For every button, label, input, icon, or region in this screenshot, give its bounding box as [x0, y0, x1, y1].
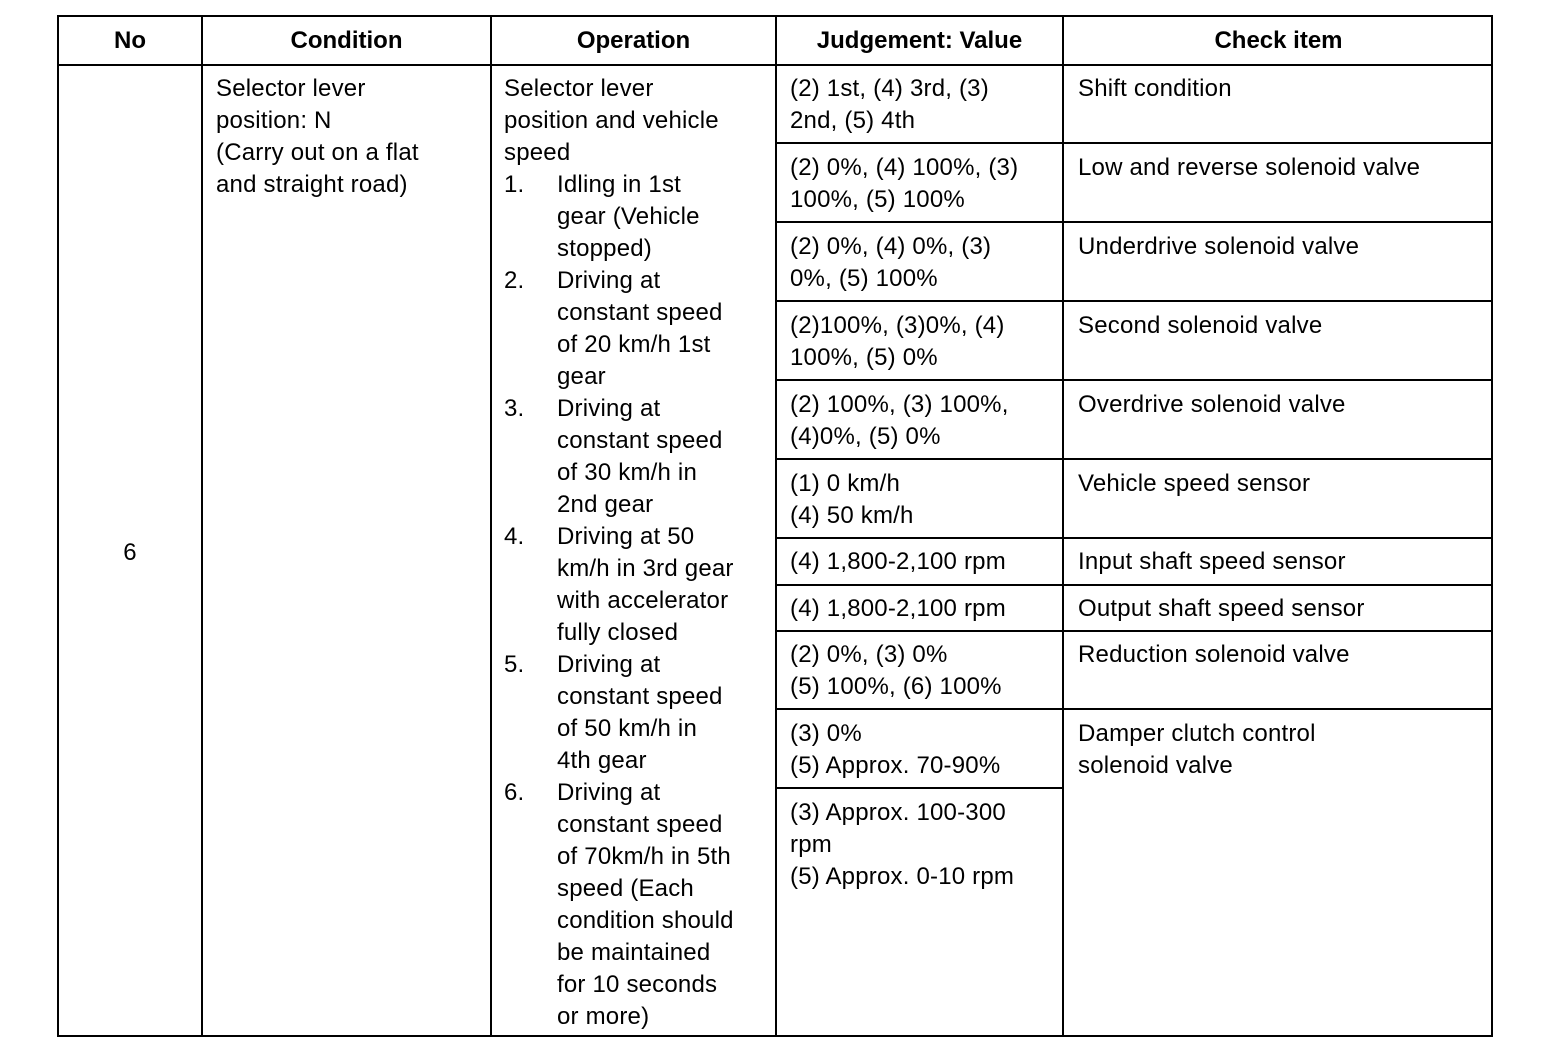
step-line: fully closed: [557, 619, 679, 646]
judgement-line: (4) 1,800-2,100 rpm: [790, 595, 1006, 622]
step-line: gear (Vehicle: [557, 203, 700, 230]
check-item-cell: [1078, 231, 1488, 263]
check-item-cell: [1078, 468, 1488, 500]
judgement-cell: [790, 797, 1060, 893]
condition-cell: [216, 73, 486, 201]
step-line: constant speed: [557, 811, 723, 838]
operation-intro-line: position and vehicle: [504, 107, 719, 134]
judgement-line: rpm: [790, 831, 832, 858]
judgement-cell: [790, 718, 1060, 782]
check-item-line: Input shaft speed sensor: [1078, 548, 1346, 575]
row-divider: [776, 537, 1491, 539]
condition-line: Selector lever: [216, 75, 366, 102]
judgement-line: (3) 0%: [790, 720, 862, 747]
operation-cell: [504, 73, 772, 1033]
judgement-line: (2) 1st, (4) 3rd, (3): [790, 75, 989, 102]
check-item-cell: [1078, 152, 1488, 184]
judgement-line: (5) 100%, (6) 100%: [790, 673, 1002, 700]
header-operation: Operation: [576, 27, 691, 54]
step-line: condition should: [557, 907, 734, 934]
judgement-cell: [790, 73, 1060, 137]
condition-line: and straight road): [216, 171, 408, 198]
row-divider: [776, 458, 1491, 460]
judgement-line: (4) 1,800-2,100 rpm: [790, 548, 1006, 575]
header-no: No: [114, 27, 146, 54]
step-line: km/h in 3rd gear: [557, 555, 734, 582]
step-number: 6.: [504, 779, 525, 806]
operation-intro-line: Selector lever: [504, 75, 654, 102]
check-item-line: Vehicle speed sensor: [1078, 470, 1311, 497]
step-line: for 10 seconds: [557, 971, 718, 998]
operation-step: [504, 393, 772, 521]
step-line: speed (Each: [557, 875, 694, 902]
operation-step: [504, 521, 772, 649]
header-judgement: Judgement: Value: [816, 27, 1023, 54]
step-line: Driving at: [557, 651, 661, 678]
row-number: 6: [123, 539, 137, 566]
diagnosis-table: [57, 15, 1493, 1037]
check-item-line: Shift condition: [1078, 75, 1232, 102]
step-line: be maintained: [557, 939, 711, 966]
step-line: 4th gear: [557, 747, 647, 774]
header-condition: Condition: [290, 27, 403, 54]
judgement-line: 2nd, (5) 4th: [790, 107, 916, 134]
row-divider: [776, 630, 1491, 632]
step-line: 2nd gear: [557, 491, 654, 518]
judgement-line: (2) 0%, (4) 0%, (3): [790, 233, 992, 260]
judgement-line: 100%, (5) 100%: [790, 186, 965, 213]
row-divider: [776, 379, 1491, 381]
operation-intro-line: speed: [504, 139, 571, 166]
check-item-cell: [1078, 593, 1488, 625]
judgement-cell: [790, 231, 1060, 295]
step-line: constant speed: [557, 299, 723, 326]
judgement-line: (4) 50 km/h: [790, 502, 914, 529]
judgement-cell: [790, 593, 1060, 625]
operation-step: [504, 265, 772, 393]
judgement-line: (4)0%, (5) 0%: [790, 423, 941, 450]
check-item-line: Damper clutch control: [1078, 720, 1316, 747]
judgement-cell: [790, 546, 1060, 578]
step-line: or more): [557, 1003, 650, 1030]
judgement-line: (3) Approx. 100-300: [790, 799, 1006, 826]
step-number: 1.: [504, 171, 525, 198]
step-line: of 70km/h in 5th: [557, 843, 731, 870]
step-line: Driving at 50: [557, 523, 695, 550]
check-item-cell: [1078, 546, 1488, 578]
step-line: with accelerator: [557, 587, 729, 614]
header-check-item: Check item: [1214, 27, 1343, 54]
judgement-line: (1) 0 km/h: [790, 470, 901, 497]
step-line: Driving at: [557, 779, 661, 806]
step-line: Idling in 1st: [557, 171, 682, 198]
check-item-cell: [1078, 310, 1488, 342]
judgement-line: 100%, (5) 0%: [790, 344, 938, 371]
column-divider: [1062, 17, 1064, 1035]
step-number: 4.: [504, 523, 525, 550]
step-line: constant speed: [557, 427, 723, 454]
row-divider: [776, 221, 1491, 223]
judgement-line: (5) Approx. 0-10 rpm: [790, 863, 1015, 890]
judgement-cell: [790, 468, 1060, 532]
column-divider: [201, 17, 203, 1035]
row-divider: [776, 584, 1491, 586]
judgement-line: (2) 100%, (3) 100%,: [790, 391, 1009, 418]
step-number: 5.: [504, 651, 525, 678]
check-item-line: Low and reverse solenoid valve: [1078, 154, 1421, 181]
judgement-cell: [790, 389, 1060, 453]
step-line: of 30 km/h in: [557, 459, 698, 486]
column-divider: [775, 17, 777, 1035]
check-item-cell: [1078, 389, 1488, 421]
operation-step: [504, 777, 772, 1033]
check-item-line: Underdrive solenoid valve: [1078, 233, 1360, 260]
judgement-line: (2) 0%, (4) 100%, (3): [790, 154, 1019, 181]
check-item-cell: [1078, 718, 1488, 782]
judgement-line: (2)100%, (3)0%, (4): [790, 312, 1005, 339]
judgement-cell: [790, 310, 1060, 374]
column-divider: [490, 17, 492, 1035]
step-line: Driving at: [557, 267, 661, 294]
judgement-line: (5) Approx. 70-90%: [790, 752, 1001, 779]
check-item-line: Output shaft speed sensor: [1078, 595, 1365, 622]
judgement-line: 0%, (5) 100%: [790, 265, 938, 292]
operation-step: [504, 649, 772, 777]
check-item-cell: [1078, 639, 1488, 671]
check-item-line: solenoid valve: [1078, 752, 1233, 779]
check-item-line: Overdrive solenoid valve: [1078, 391, 1346, 418]
condition-line: (Carry out on a flat: [216, 139, 419, 166]
operation-step: [504, 169, 772, 265]
step-number: 3.: [504, 395, 525, 422]
step-line: constant speed: [557, 683, 723, 710]
condition-line: position: N: [216, 107, 332, 134]
row-divider: [776, 787, 1063, 789]
step-line: gear: [557, 363, 606, 390]
judgement-line: (2) 0%, (3) 0%: [790, 641, 948, 668]
step-line: of 50 km/h in: [557, 715, 698, 742]
judgement-cell: [790, 639, 1060, 703]
check-item-cell: [1078, 73, 1488, 105]
step-line: stopped): [557, 235, 652, 262]
check-item-line: Reduction solenoid valve: [1078, 641, 1350, 668]
check-item-line: Second solenoid valve: [1078, 312, 1323, 339]
row-divider: [776, 300, 1491, 302]
row-divider: [776, 708, 1491, 710]
row-divider: [776, 142, 1491, 144]
judgement-cell: [790, 152, 1060, 216]
step-line: of 20 km/h 1st: [557, 331, 711, 358]
step-line: Driving at: [557, 395, 661, 422]
step-number: 2.: [504, 267, 525, 294]
